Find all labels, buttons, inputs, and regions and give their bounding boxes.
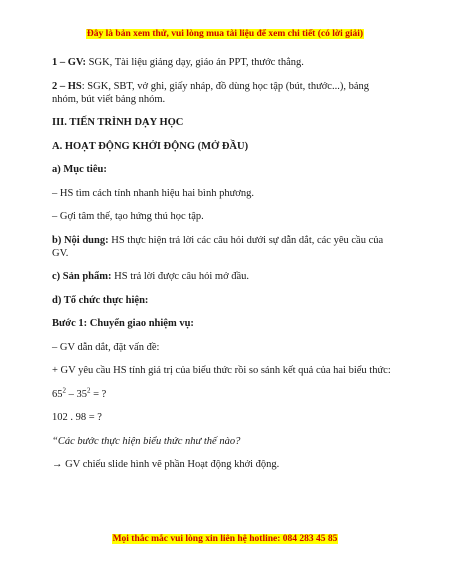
objective-item-1: – HS tìm cách tính nhanh hiệu hai bình phương.: [52, 187, 254, 199]
product-line: [52, 270, 398, 283]
preview-notice-banner: [0, 29, 450, 39]
section-title: III. TIẾN TRÌNH DẠY HỌC: [52, 117, 184, 128]
activity-title: A. HOẠT ĐỘNG KHỞI ĐỘNG (MỞ ĐẦU): [52, 140, 249, 152]
objective-label: a) Mục tiêu:: [52, 164, 107, 175]
hotline-text: Mọi thắc mắc vui lòng xin liên hệ hotline: 084 283 45 85: [112, 534, 338, 544]
gv-label: 1 – GV:: [52, 57, 87, 68]
materials-gv: [52, 56, 398, 69]
expression-1: $65^2 - 35^2$ = ?: [52, 386, 107, 400]
hotline-banner: [0, 534, 450, 544]
step1-ask: + GV yêu cầu HS tính giá trị của biểu thức rồi so sánh kết quả của hai biểu thức:: [52, 365, 391, 376]
product-text: HS trả lời được câu hỏi mở đầu.: [111, 271, 250, 282]
product-label: c) Sản phẩm:: [52, 271, 112, 282]
content-text: HS thực hiện trả lời các câu hỏi dưới sự dẫn dắt, các yêu cầu của GV.: [52, 234, 384, 259]
content-line: [52, 234, 398, 260]
gv-text: SGK, Tài liệu giảng dạy, giáo án PPT, thước thẳng.: [86, 57, 304, 68]
guiding-question: “Các bước thực hiện biểu thức như thế nào?: [52, 435, 241, 447]
expression-2: 102 . 98 = ?: [52, 412, 102, 423]
hs-text: : SGK, SBT, vở ghi, giấy nháp, đồ dùng học tập (bút, thước...), bảng nhóm, bút viết bảng nhóm.: [52, 80, 370, 105]
step1-label: Bước 1: Chuyển giao nhiệm vụ:: [52, 318, 194, 329]
organization-label: d) Tổ chức thực hiện:: [52, 294, 149, 306]
hs-label: 2 – HS: [52, 80, 82, 92]
objective-item-2: – Gợi tâm thế, tạo hứng thú học tập.: [52, 211, 204, 222]
preview-notice-text: Đây là bản xem thử, vui lòng mua tài liệu để xem chi tiết (có lời giải): [86, 29, 364, 39]
document-body: [52, 56, 398, 482]
content-label: b) Nội dung:: [52, 234, 109, 246]
materials-hs: [52, 80, 398, 106]
slide-instruction: → GV chiếu slide hình vẽ phần Hoạt động khởi động.: [52, 459, 280, 470]
step1-lead: – GV dẫn dắt, đặt vấn đề:: [52, 341, 160, 353]
